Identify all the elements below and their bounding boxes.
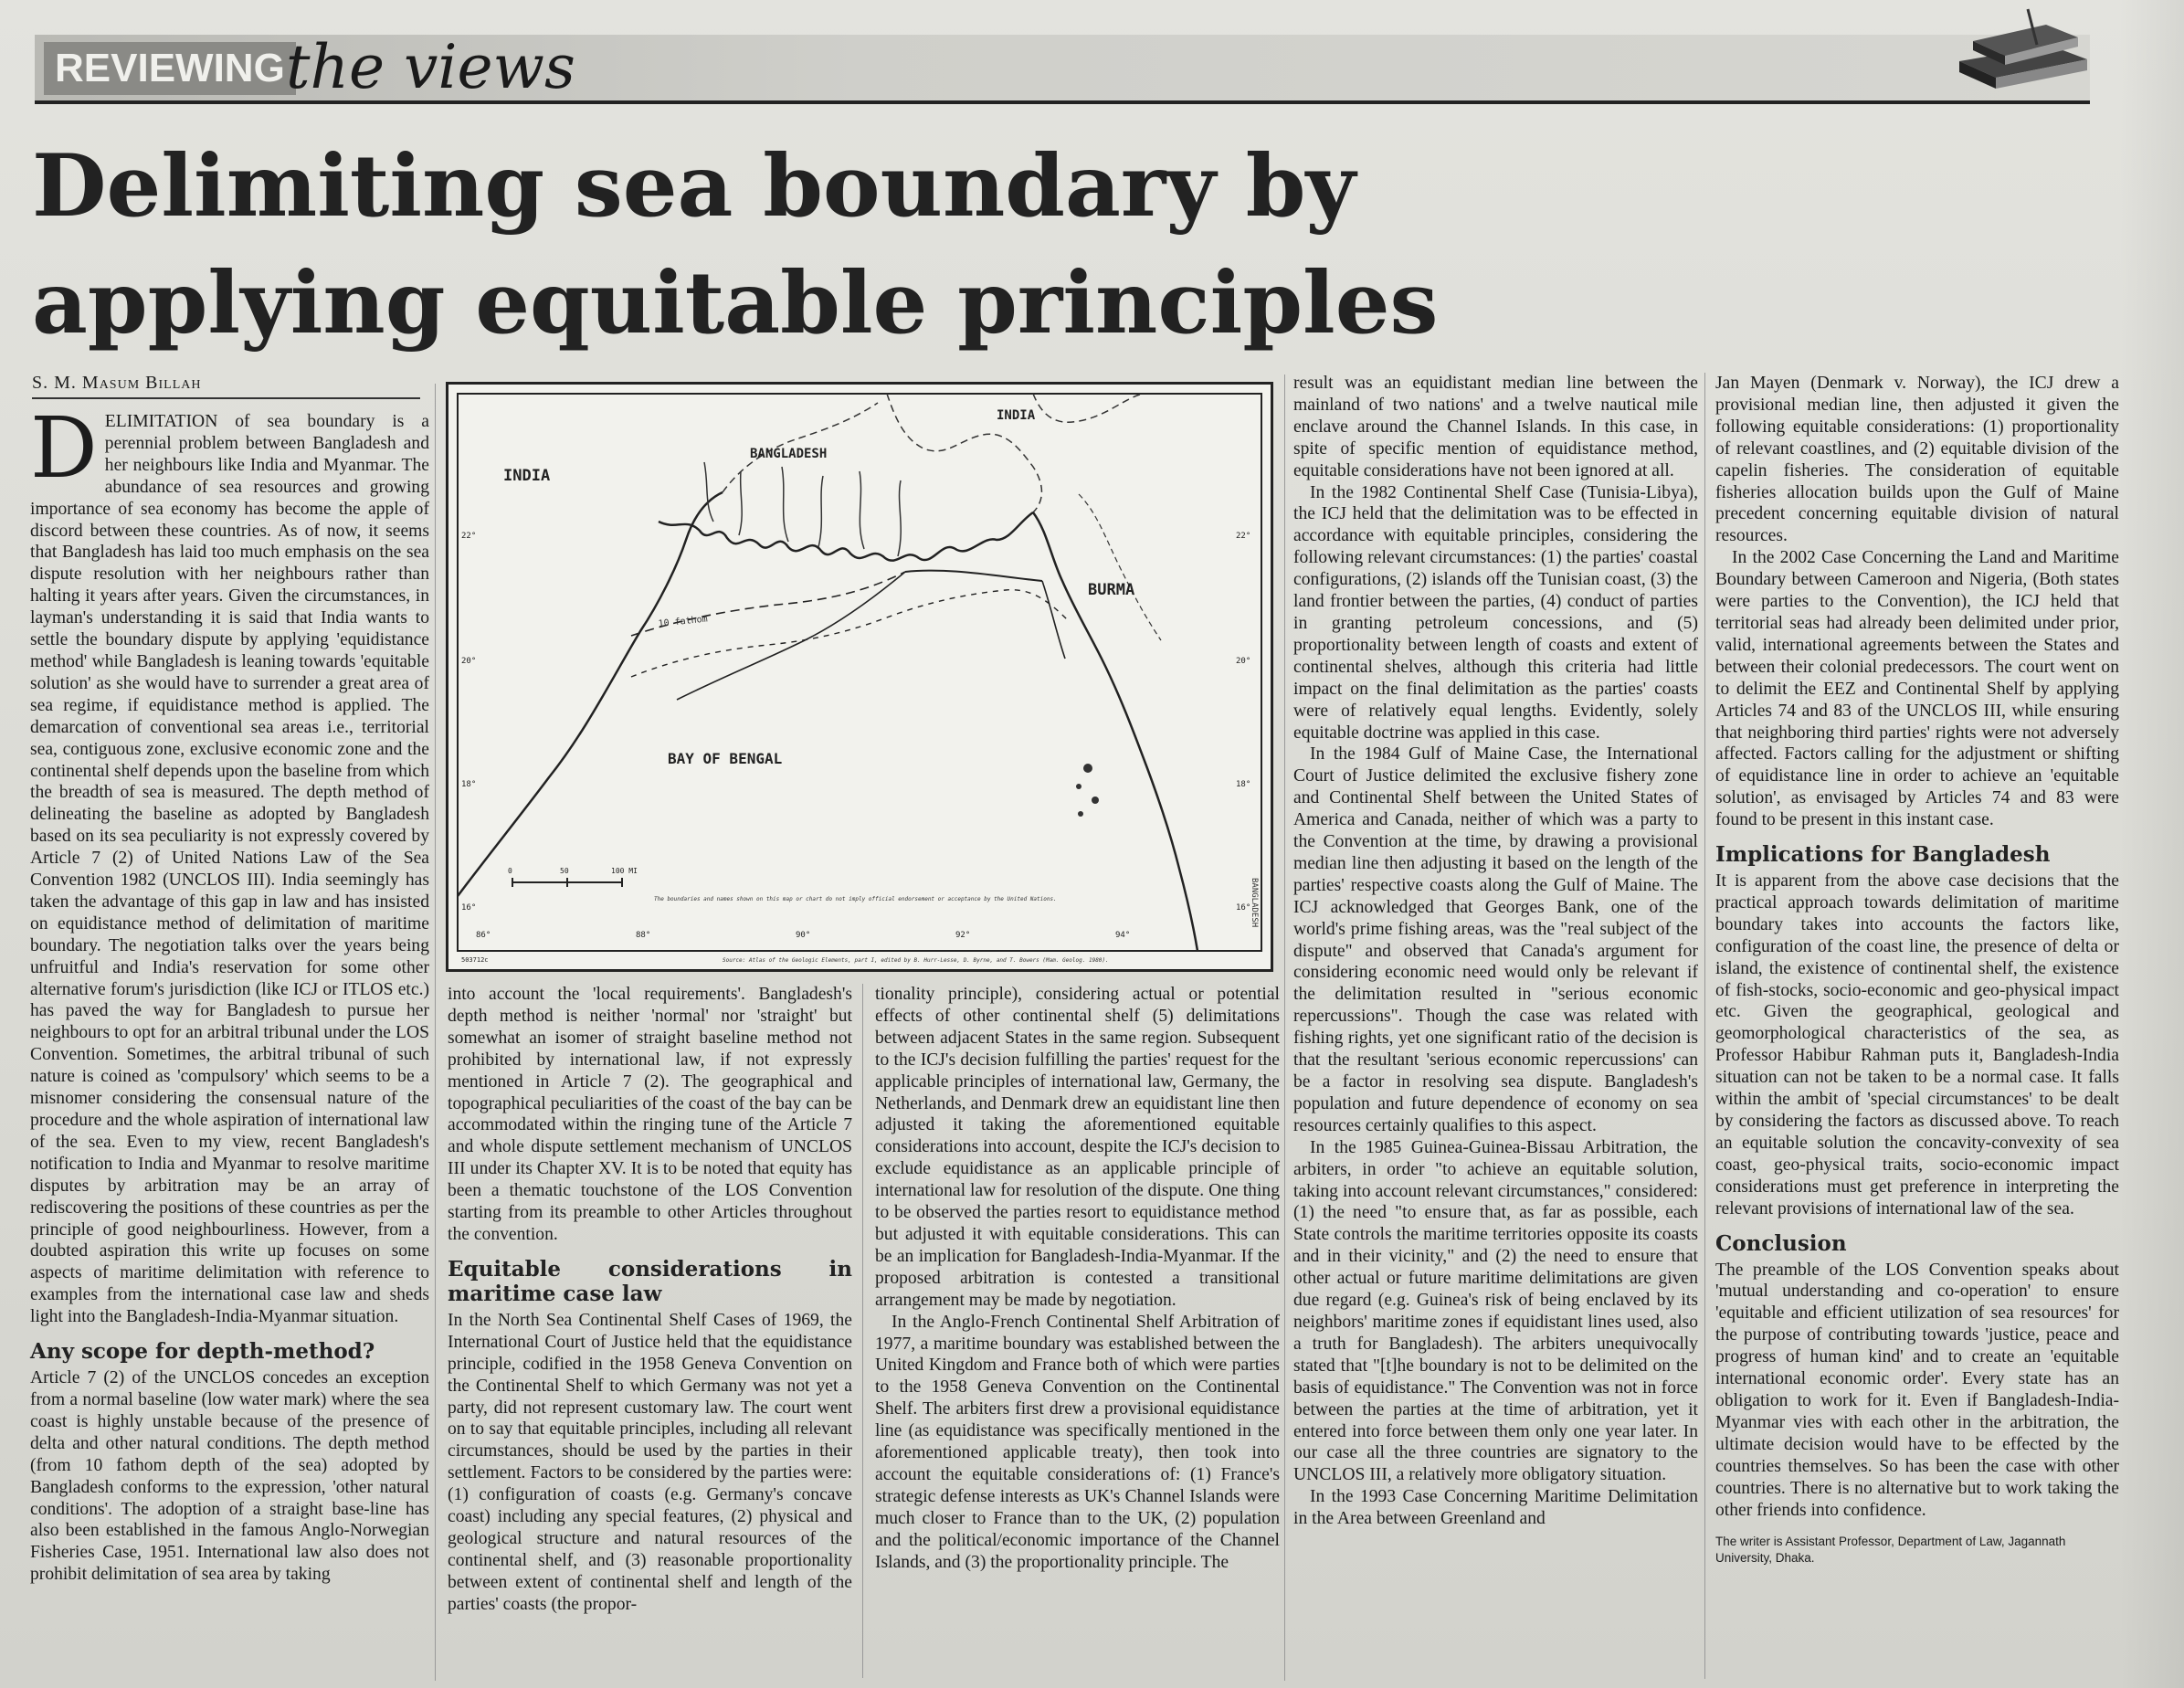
map-label-fathom: 10 fathom xyxy=(658,614,709,629)
paragraph: In the North Sea Continental Shelf Cases of 1969, the International Court of Justice held that the equidistance principle, codified in the 1958 Geneva Convention on the Continental Shelf to which Germany was not yet a party, did not represent customary law. The court went on to say that equitable principles, including all relevant circumstances, should be used by the parties in their settlement. Factors to be considered by the parties were: (1) configuration of coasts (e.g. Germany's concave coast) including any special features, (2) physical and geological structure and natural resources of the continental shelf, and (3) reasonable proportionality between extent of continental shelf and length of the parties' coasts (the propor- xyxy=(448,1310,852,1614)
column-rule xyxy=(1704,373,1705,1679)
map-source: Source: Atlas of the Geologic Elements, part I, edited by B. Hurr-Lesse, D. Byrne, and T. Bowers (Mam. Geolog. 1980). xyxy=(723,957,1109,964)
column-rule xyxy=(435,384,436,1681)
section-kicker: REVIEWING xyxy=(44,42,296,95)
map-tick-right: 20° xyxy=(1236,657,1251,666)
paragraph: result was an equidistant median line between the mainland of two nations' and a twelve nautical mile enclave around the Channel Islands. In this case, in spite of specific mention of equidistance method, equitable considerations have not been ignored at all. xyxy=(1293,374,1698,480)
map-tick-bottom: 88° xyxy=(636,931,651,940)
column-2 xyxy=(448,984,852,1616)
headline: Delimiting sea boundary by applying equitable principles xyxy=(32,136,1439,353)
paragraph: In the 1985 Guinea-Guinea-Bissau Arbitration, the arbiters, in order "to achieve an equitable solution, taking into account relevant circumstances," considered: (1) the need "to ensure that, as far as possible, each State controls the maritime territories opposite its coasts and in their vicinity," and (2) the need to ensure that other actual or future maritime delimitations are given due regard (e.g. Guinea's risk of being enclaved by its neighbors' maritime zones if equidistant lines used, also a truth for Bangladesh). The arbiters unequivocally stated that "[t]he boundary is not to be delimited on the basis of equidistance." The Convention was not in force between the parties at the time of arbitration, yet it entered into force between them only one year later. In our case all the three countries are signatory to the UNCLOS III, a relatively more obligatory situation. xyxy=(1293,1137,1698,1485)
map-scale-100: 100 MI xyxy=(611,867,638,875)
paragraph: It is apparent from the above case decisions that the practical approach towards delimitation of maritime boundary takes into accounts the factors like, configuration of the coast line, the presence of delta or island, the existence of continental shelf, the existence of fish-stocks, socio-economic and geo-physical impact etc. Given the geographical, geological and geomorphological characteristics of the sea, as Professor Habibur Rahman puts it, Bangladesh-India situation can not be taken to be a normal case. It falls within the ambit of 'special circumstances' to be dealt by considering the factors as discussed above. To reach an equitable solution the concavity-convexity of sea coast, geo-physical traits, socio-economic impact considerations must get preference in interpreting the relevant provisions of international law of the sea. xyxy=(1715,871,2119,1219)
byline: S. M. Masum Billah xyxy=(32,373,420,399)
map-tick-left: 18° xyxy=(461,780,477,789)
page-fold-shadow xyxy=(2119,0,2184,1688)
subhead-depth-method: Any scope for depth-method? xyxy=(30,1339,375,1365)
column-5 xyxy=(1715,373,2119,1567)
author-footnote: The writer is Assistant Professor, Department of Law, Jagannath University, Dhaka. xyxy=(1715,1535,2066,1566)
map-label-burma: BURMA xyxy=(1088,581,1135,599)
map-tick-bottom: 90° xyxy=(796,931,811,940)
paragraph: into account the 'local requirements'. Bangladesh's depth method is neither 'normal' nor 'straight' but somewhat an isomer of straight baseline method not prohibited by international law, if not expressly mentioned in Article 7 (2). The geographical and topographical peculiarities of the coast of the bay can be accommodated within the ringing tune of the Article 7 and whole dispute settlement mechanism of UNCLOS III under its Chapter XV. It is to be noted that equity has been a thematic touchstone of the LOS Convention starting from its preamble to other Articles throughout the convention. xyxy=(448,985,852,1244)
paragraph: tionality principle), considering actual or potential effects of other continental shelf (5) delimitations between adjacent States in the same region. Subsequent to the ICJ's decision fulfilling the parties' request for the applicable principles of international law, Germany, the Netherlands, and Denmark drew an equidistant line then adjusted it taking the aforementioned equitable considerations into account, despite the ICJ's decision to exclude equidistance as an applicable principle of international law for resolution of the dispute. One thing to be observed the parties resort to equidistance method but adjusted it with equitable considerations. This can be an implication for Bangladesh-India-Myanmar. If the proposed arbitration is contested a transitional arrangement may be made by negotiation. xyxy=(875,985,1280,1310)
subhead-equitable-considerations: Equitable considerations in maritime case law xyxy=(448,1256,852,1306)
map-figure xyxy=(446,382,1273,972)
column-4 xyxy=(1293,373,1698,1530)
map-tick-right: 22° xyxy=(1236,532,1251,541)
map-tick-right: 18° xyxy=(1236,780,1251,789)
map-tick-left: 20° xyxy=(461,657,477,666)
map-tick-left: 16° xyxy=(461,903,477,913)
map-scale-50: 50 xyxy=(560,867,569,875)
paragraph: Article 7 (2) of the UNCLOS concedes an exception from a normal baseline (low water mark) where the sea coast is highly unstable because of the presence of delta and other natural conditions. The depth method (from 10 fathom depth of the sea) adopted by Bangladesh conforms to the expression, 'other natural conditions'. The adoption of a straight base-line has also been established in the famous Anglo-Norwegian Fisheries Case, 1951. International law also does not prohibit delimitation of sea area by taking xyxy=(30,1368,429,1585)
paragraph: In the 2002 Case Concerning the Land and Maritime Boundary between Cameroon and Nigeria, (Both states were parties to the Convention), the ICJ held that territorial seas had already been delimited under prior, valid, international agreements between the States and between their colonial predecessors. The court went on to delimit the EEZ and Continental Shelf by applying Articles 74 and 83 of the UNCLOS III, while ensuring that neighboring third parties' rights were not adversely affected. Factors calling for the adjustment or shifting of equidistance line in order to achieve an 'equitable solution', as envisaged by Articles 74 and 83 were found to be present in this instant case. xyxy=(1715,548,2119,830)
map-tick-bottom: 92° xyxy=(955,931,971,940)
paragraph: In the 1984 Gulf of Maine Case, the International Court of Justice delimited the exclusive fishery zone and Continental Shelf between the United States of America and Canada, neither of which was a party to the Convention at the time, by drawing a provisional median line then adjusting it based on the length of the parties' respective coasts along the Gulf of Maine. The ICJ acknowledged that Georges Bank, one of the world's prime fishing areas, was the "real subject of the dispute" and observed that Canada's argument for considering economic need would only be relevant if the delimitation resulted in "serious economic repercussions". Though the case was related with fishing rights, yet one significant ratio of the decision is that the resultant 'serious economic repercussions' can be a factor in resolving sea dispute. Bangladesh's population and future dependence of economy on sea resources certainly qualifies to this aspect. xyxy=(1293,744,1698,1135)
column-rule xyxy=(1284,375,1285,1681)
subhead-implications: Implications for Bangladesh xyxy=(1715,842,2051,868)
paragraph: In the 1993 Case Concerning Maritime Delimitation in the Area between Greenland and xyxy=(1293,1487,1698,1529)
intro-text: ELIMITATION of sea boundary is a perennial problem between Bangladesh and her neighbours like India and Myanmar. The abundance of sea resources and growing importance of sea economy has become the apple of discord between these countries. As of now, it seems that Bangladesh has laid too much emphasis on the sea dispute resolution with her neighbours rather than halting it years after years. Given the circumstances, in layman's understanding it is said that India wants to settle the boundary dispute by applying 'equidistance method' while Bangladesh is leaning towards 'equitable solution' as she would have to surrender a great area of sea regime, if equidistance method is applied. The demarcation of conventional sea areas i.e., territorial sea, contiguous zone, exclusive economic zone and the continental shelf depends upon the baseline from which the breadth of sea is measured. The depth method of delineating the baseline as adopted by Bangladesh based on its sea peculiarity is not expressly covered by Article 7 (2) of United Nations Law of the Sea Convention 1982 (UNCLOS III). India seemingly has taken the advantage of this gap in law and has insisted on equidistance method of delimitation of maritime boundary. The negotiation talks over the years being unfruitful and India's reservation for some other alternative forum's jurisdiction (like ICJ or ITLOS etc.) has paved the way for Bangladesh to pursue her neighbours to opt for an arbitral tribunal under the LOS Convention. Sometimes, the arbitral tribunal of such nature is coined as 'compulsory' which seems to be a misnomer considering the consensual nature of the procedure and the whole aspiration of international law of the sea. Even to my view, recent Bangladesh's notification to India and Myanmar to resolve maritime disputes by arbitration may be an array of rediscovering the positions of these countries as per the principle of good neighbourliness. However, from a doubted aspiration this write up focuses on some aspects of maritime delimitation with reference to examples from the international case law and sheds light into the Bangladesh-India-Myanmar situation. xyxy=(30,412,429,1327)
map-label-india-north: INDIA xyxy=(997,408,1036,423)
map-code: 503712c xyxy=(461,956,489,964)
books-icon xyxy=(1941,5,2096,96)
column-3 xyxy=(875,984,1280,1573)
section-title: the views xyxy=(286,32,575,102)
map-tick-bottom: 94° xyxy=(1115,931,1131,940)
map-tick-right: 16° xyxy=(1236,903,1251,913)
map-tick-bottom: 86° xyxy=(476,931,491,940)
section-header xyxy=(35,32,2090,104)
subhead-conclusion: Conclusion xyxy=(1715,1230,1847,1256)
paragraph: Jan Mayen (Denmark v. Norway), the ICJ drew a provisional median line, then adjusted it given the following equitable considerations: (1) proportionality of relevant coastlines, and (2) equitable division of the capelin fisheries. The consideration of equitable fisheries allocation builds upon the Gulf of Maine precedent concerning equitable division of natural resources. xyxy=(1715,374,2119,546)
column-1 xyxy=(30,399,429,1586)
map-scale-0: 0 xyxy=(508,867,512,875)
map-label-bangladesh: BANGLADESH xyxy=(750,447,828,461)
map-tick-left: 22° xyxy=(461,532,477,541)
map-disclaimer: The boundaries and names shown on this map or chart do not imply official endorsement or acceptance by the United Nations. xyxy=(654,896,1057,902)
paragraph: In the 1982 Continental Shelf Case (Tunisia-Libya), the ICJ held that the delimitation was to be effected in accordance with equitable principles, considering the following relevant circumstances: (1) the parties' coastal configurations, (2) islands off the Tunisian coast, (3) the land frontier between the parties, (4) conduct of parties in granting petroleum concessions, and (5) proportionality between length of coasts and extent of continental shelves, although this criteria had little impact on the final delimitation as the parties' coasts were of relatively equal lengths. Evidently, solely equitable doctrine was applied in this case. xyxy=(1293,482,1698,743)
map-label-bay: BAY OF BENGAL xyxy=(668,750,783,767)
drop-cap: D xyxy=(30,399,98,497)
map-side-label: BANGLADESH xyxy=(1250,878,1259,928)
intro-paragraph xyxy=(30,399,429,1328)
bay-of-bengal-map xyxy=(448,385,1271,969)
paragraph: The preamble of the LOS Convention speaks about 'mutual understanding and co-operation' to ensure 'equitable and efficient utilization of sea resources' for the purpose of contributing towards 'justice, peace and progress of human kind' and to create an 'equitable international economic order'. Every state has an obligation to work for it. Even if Bangladesh-India-Myanmar vies with each other in the arbitration, the ultimate decision would have to be effected by the countries themselves. So has been the case with other countries. There is no alternative but to work taking the other friends into confidence. xyxy=(1715,1260,2119,1520)
paragraph: In the Anglo-French Continental Shelf Arbitration of 1977, a maritime boundary was established between the United Kingdom and France both of which were parties to the 1958 Geneva Convention on the Continental Shelf. The arbiters first drew a provisional equidistance line (as equidistance was specifically mentioned in the aforementioned applicable treaty), then took into account the equitable considerations of: (1) France's strategic defense interests as UK's Channel Islands were much closer to France than to the UK, (2) population and the political/economic importance of the Channel Islands, and (3) the proportionality principle. The xyxy=(875,1312,1280,1572)
map-label-india-west: INDIA xyxy=(503,467,551,485)
column-rule xyxy=(862,984,863,1678)
